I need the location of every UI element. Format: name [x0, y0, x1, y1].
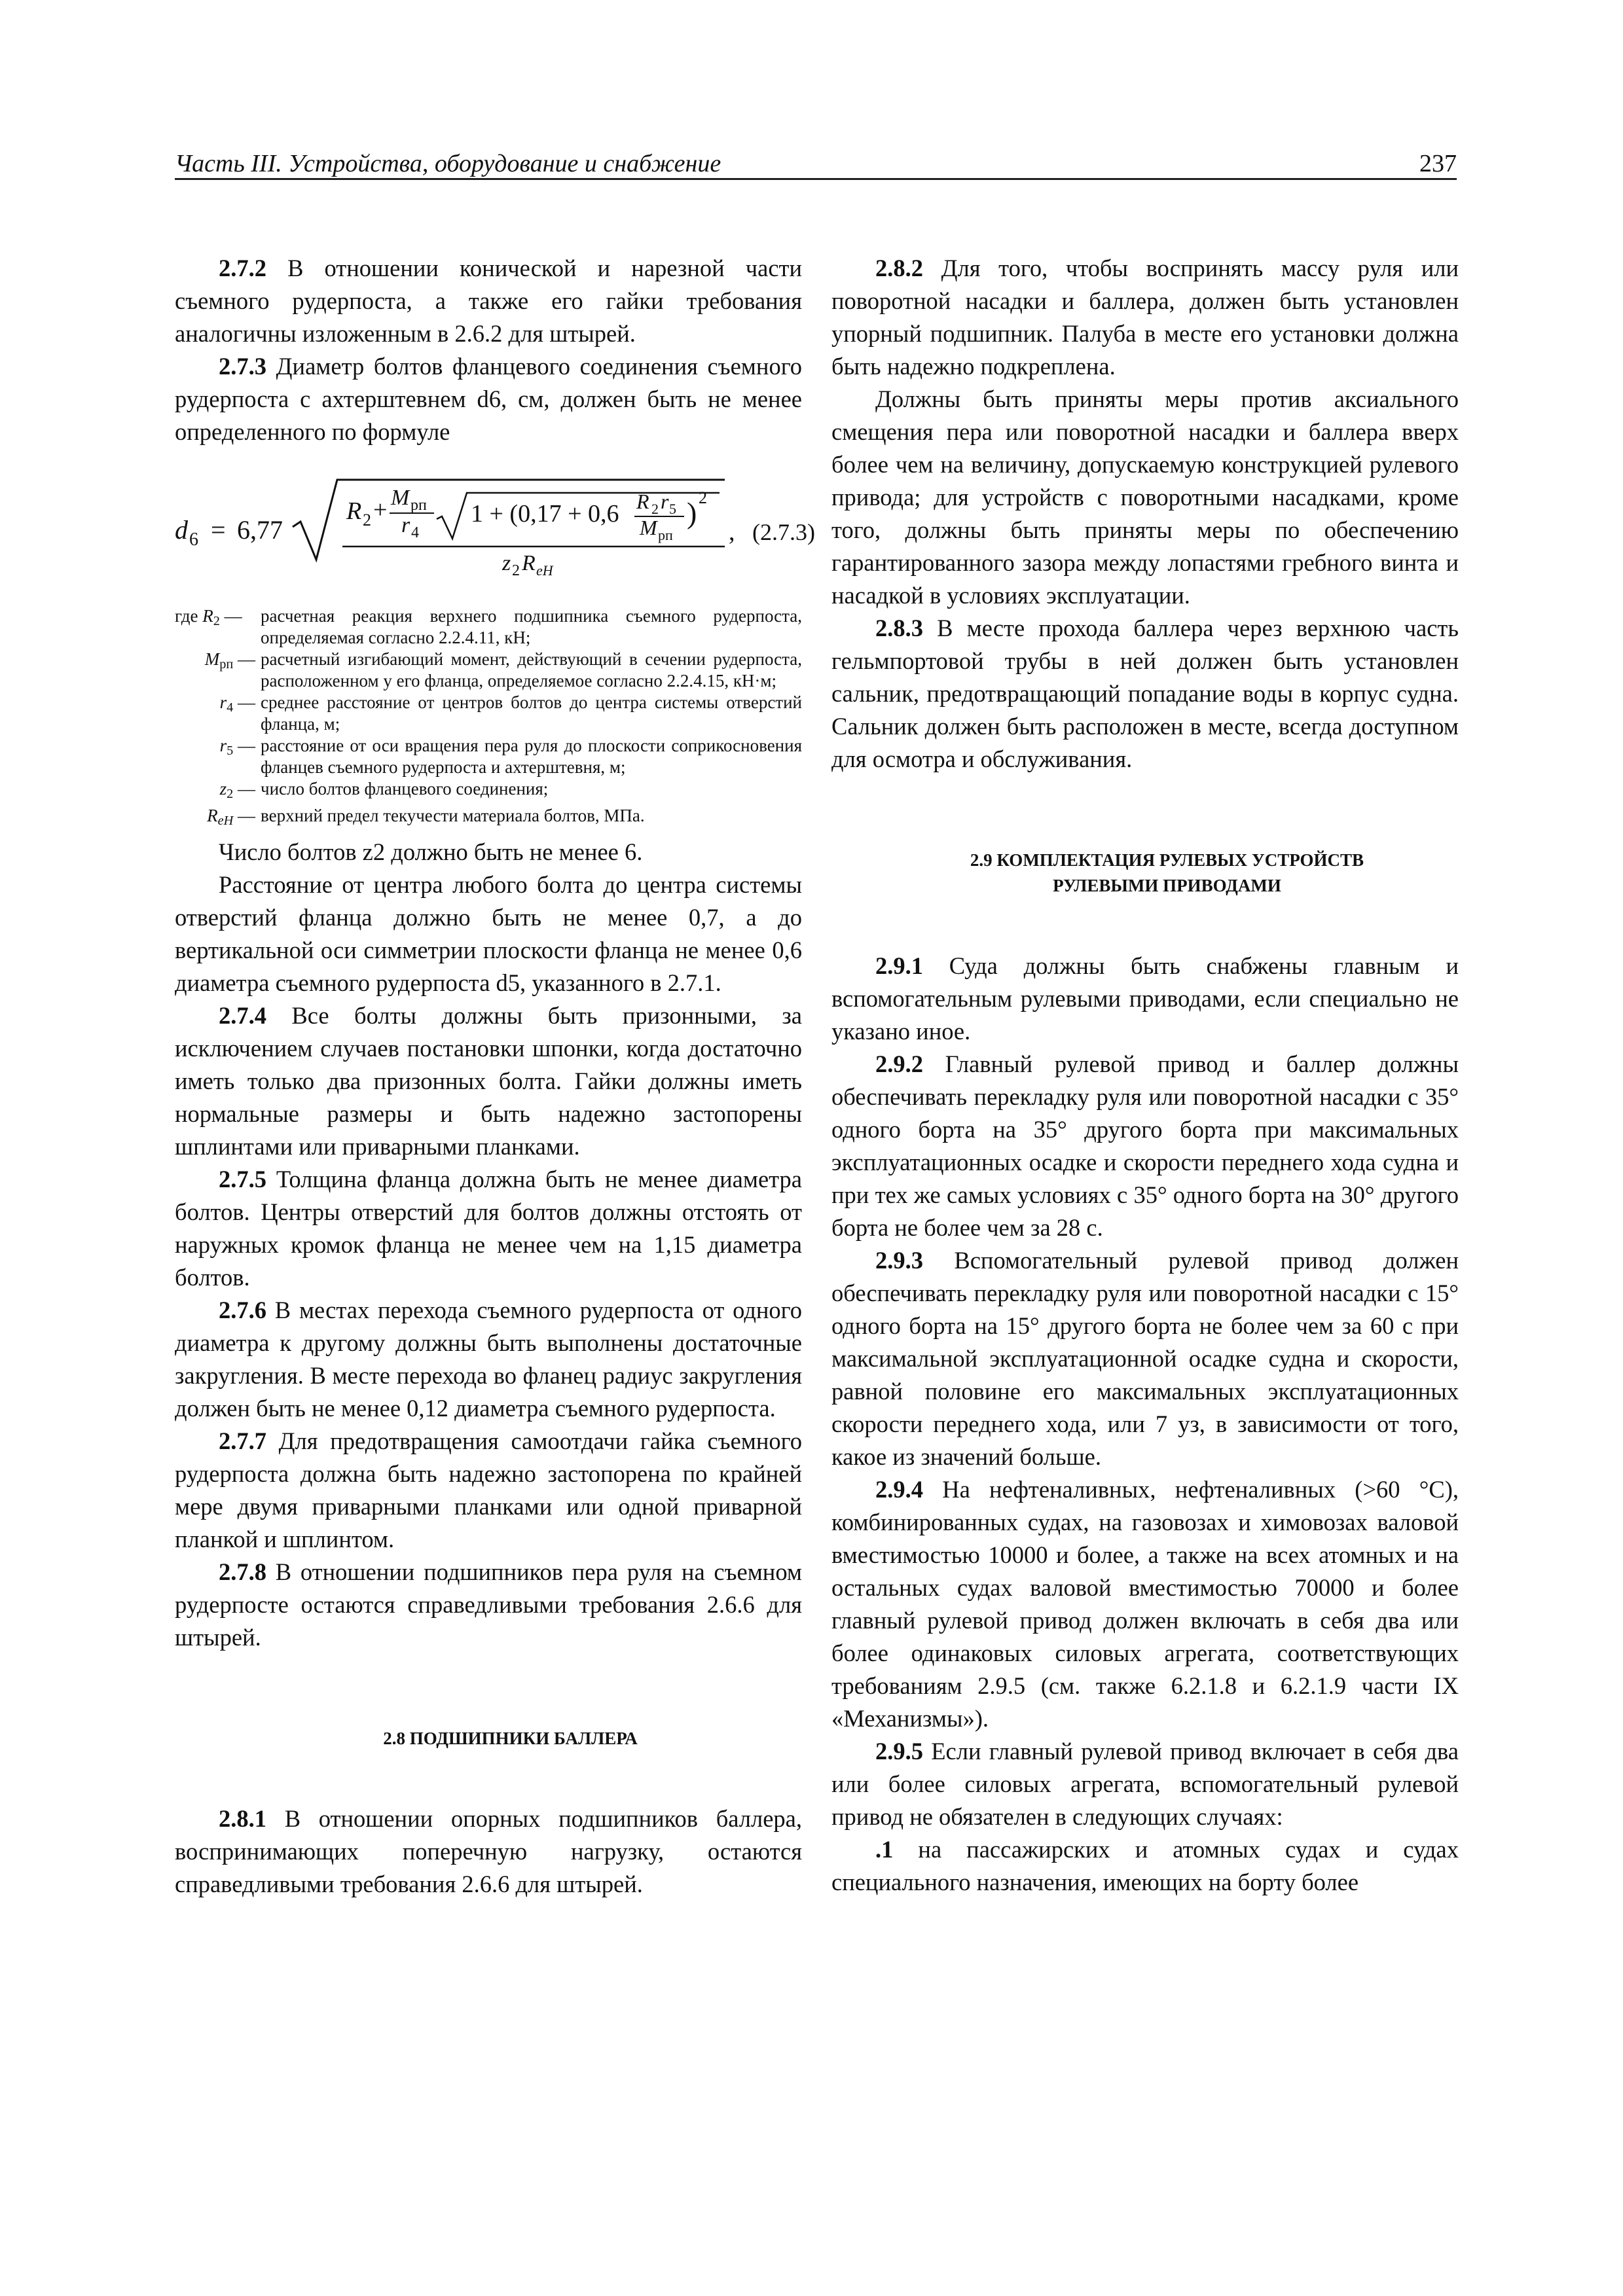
- section-2-8-heading: 2.8 ПОДШИПНИКИ БАЛЛЕРА: [383, 1729, 638, 1749]
- paragraph-bolts-count: Число болтов z2 должно быть не менее 6.: [219, 838, 643, 866]
- formula-inner-r5: r: [661, 490, 669, 513]
- paragraph-2-7-8: 2.7.8 В отношении подшипников пера руля на съемном рудерпосте остаются справедливыми требования 2.6.6 для штырей.: [175, 1558, 802, 1651]
- definition-r2: где $R_2$ — расчетная реакция верхнего подшипника съемного рудерпоста, определяемая согласно 2.2.4.11, кН;: [175, 606, 802, 647]
- formula-coefficient: 6,77: [237, 515, 283, 545]
- formula-comma: ,: [729, 518, 735, 546]
- symbol-definitions: [175, 605, 802, 832]
- formula-denom-r: R: [522, 551, 536, 575]
- formula-inner-mrp: M: [640, 516, 657, 539]
- definition-mrp: $M_{рп}$ — расчетный изгибающий момент, действующий в сечении рудерпоста, расположенном у его фланца, определяемое согласно 2.2.4.15, кН·м;: [204, 649, 802, 691]
- formula-denom-z: z: [502, 551, 511, 575]
- definition-reh: $R_{eH}$ — верхний предел текучести материала болтов, МПа.: [207, 806, 645, 829]
- paragraph-2-9-5: 2.9.5 Если главный рулевой привод включает в себя два или более силовых агрегата, вспомогательный рулевой привод не обязателен в следующих случаях:: [831, 1738, 1459, 1830]
- formula-plus: +: [373, 496, 388, 524]
- paragraph-bolt-distance: Расстояние от центра любого болта до центра системы отверстий фланца должно быть не менее 0,7, а до вертикальной оси симметрии плоскости фланца не менее 0,6 диаметра съемного рудерпоста d5, указанного в 2.7.1.: [175, 871, 802, 997]
- formula-inner: 1 + (0,17 + 0,6: [471, 500, 619, 528]
- definition-z2: $z_2$ — число болтов фланцевого соединения;: [219, 779, 549, 802]
- formula-close-paren: ): [687, 496, 697, 529]
- formula-inner-r2: R: [636, 490, 649, 513]
- formula-denom-z-sub: 2: [512, 562, 520, 579]
- section-2-9-heading-line2: РУЛЕВЫМИ ПРИВОДАМИ: [1053, 876, 1281, 895]
- paragraph-2-7-7: 2.7.7 Для предотвращения самоотдачи гайка съемного рудерпоста должна быть надежно застопорена по крайней мере двумя приварными планками или одной приварной планкой и шплинтом.: [175, 1427, 802, 1553]
- paragraph-2-8-3: 2.8.3 В месте прохода баллера через верхнюю часть гельмпортовой трубы в ней должен быть установлен сальник, предотвращающий попадание воды в корпус судна. Сальник должен быть расположен в месте, всегда доступном для осмотра и обслуживания.: [831, 615, 1459, 772]
- definition-r5: $r_5$ — расстояние от оси вращения пера руля до плоскости соприкосновения фланцев съемного рудерпоста и ахтерштевня, м;: [219, 736, 802, 777]
- header-rule: [175, 178, 1457, 180]
- right-column: [831, 252, 1459, 1899]
- formula-inner-mrp-sub: рп: [658, 527, 673, 543]
- formula-lhs-sub: 6: [189, 529, 198, 550]
- formula-r2-sub: 2: [363, 511, 371, 529]
- formula-mrp-sub: рп: [410, 497, 427, 514]
- paragraph-2-9-5-item-1: .1 на пассажирских и атомных судах и судах специального назначения, имеющих на борту более: [831, 1836, 1459, 1895]
- paragraph-2-8-2-continued: Должны быть приняты меры против аксиального смещения пера или поворотной насадки и баллера вверх более чем на величину, допускаемую конструкцией рулевого привода; для устройств с поворотными насадками, кроме того, должны быть приняты меры по обеспечению гарантированного зазора между лопастями гребного винта и насадкой в условиях эксплуатации.: [831, 386, 1459, 609]
- formula-r4: r: [401, 513, 410, 537]
- paragraph-2-9-4: 2.9.4 На нефтеналивных, нефтеналивных (>60 °С), комбинированных судах, на газовозах и химовозах валовой вместимостью 10000 и более, а также на всех атомных и на остальных судах валовой вместимостью 70000 и более главный рулевой привод должен включать в себя два или более одинаковых силовых агрегата, соответствующих требованиям 2.9.5 (см. также 6.2.1.8 и 6.2.1.9 части IX «Механизмы»).: [831, 1476, 1459, 1732]
- paragraph-2-9-1: 2.9.1 Суда должны быть снабжены главным и вспомогательным рулевыми приводами, если специально не указано иное.: [831, 952, 1459, 1045]
- formula-inner-r2-sub: 2: [651, 501, 659, 517]
- paragraph-2-9-3: 2.9.3 Вспомогательный рулевой привод должен обеспечивать перекладку руля или поворотной насадки с 15° одного борта на 15° другого борта не более чем за 60 с при максимальной эксплуатационной осадке судна и скорости, равной половине его максимальных эксплуатационных скорости переднего хода, или 7 уз, в зависимости от того, какое из значений больше.: [831, 1247, 1459, 1470]
- running-header-title: Часть III. Устройства, оборудование и снабжение: [175, 150, 721, 177]
- paragraph-2-7-5: 2.7.5 Толщина фланца должна быть не менее диаметра болтов. Центры отверстий для болтов должны отстоять от наружных кромок фланца не менее чем на 1,15 диаметра болтов.: [175, 1166, 802, 1291]
- formula-2-7-3: [175, 461, 815, 592]
- paragraph-2-7-3: 2.7.3 Диаметр болтов фланцевого соединения съемного рудерпоста с ахтерштевнем d6, см, должен быть не менее определенного по формуле: [175, 353, 802, 445]
- left-column: [175, 252, 815, 1901]
- formula-square: 2: [699, 488, 707, 507]
- paragraph-2-8-2: 2.8.2 Для того, чтобы воспринять массу руля или поворотной насадки и баллера, должен быть установлен упорный подшипник. Палуба в месте его установки должна быть надежно подкреплена.: [831, 255, 1459, 380]
- formula-r4-sub: 4: [411, 524, 419, 541]
- definition-r4: $r_4$ — среднее расстояние от центров болтов до центра системы отверстий фланца, м;: [219, 692, 802, 734]
- formula-lhs: d: [175, 515, 188, 545]
- formula-r2: R: [346, 497, 362, 525]
- formula-denom-r-sub: eH: [536, 562, 553, 579]
- paragraph-2-7-4: 2.7.4 Все болты должны быть призонными, за исключением случаев постановки шпонки, когда достаточно иметь только два призонных болта. Гайки должны иметь нормальные размеры и быть надежно застопорены шплинтами или приварными планками.: [175, 1002, 802, 1160]
- page-number: 237: [1419, 150, 1457, 177]
- formula-inner-r5-sub: 5: [669, 501, 676, 517]
- paragraph-2-7-2: 2.7.2 В отношении конической и нарезной части съемного рудерпоста, а также его гайки требования аналогичны изложенным в 2.6.2 для штырей.: [175, 255, 802, 347]
- formula-number: (2.7.3): [752, 519, 815, 545]
- running-header: [175, 147, 1457, 181]
- section-2-9-heading-line1: 2.9 КОМПЛЕКТАЦИЯ РУЛЕВЫХ УСТРОЙСТВ: [970, 850, 1364, 870]
- paragraph-2-7-6: 2.7.6 В местах перехода съемного рудерпоста от одного диаметра к другому должны быть выполнены достаточные закругления. В месте перехода во фланец радиус закругления должен быть не менее 0,12 диаметра съемного рудерпоста.: [175, 1297, 802, 1422]
- formula-mrp: M: [391, 486, 410, 510]
- paragraph-2-9-2: 2.9.2 Главный рулевой привод и баллер должны обеспечивать перекладку руля или поворотной насадки с 35° одного борта на 35° другого борта при максимальных эксплуатационных осадке и скорости переднего хода судна и при тех же самых условиях с 35° одного борта на 30° другого борта не более чем за 28 с.: [831, 1050, 1459, 1241]
- paragraph-2-8-1: 2.8.1 В отношении опорных подшипников баллера, воспринимающих поперечную нагрузку, остаются справедливыми требования 2.6.6 для штырей.: [175, 1805, 802, 1898]
- formula-equals: =: [211, 515, 226, 545]
